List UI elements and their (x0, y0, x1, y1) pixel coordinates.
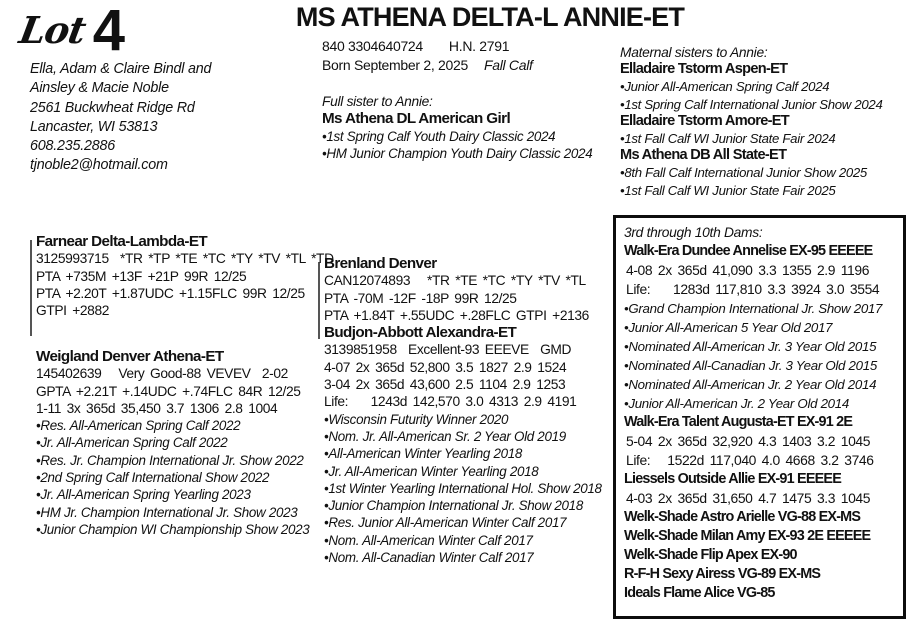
maternal-grandparents-block (324, 255, 602, 566)
pedigree-stat-line: PTA +1.84T +.55UDC +.28FLC GTPI +2136 (324, 307, 589, 323)
award-bullet: • Junior All-American 5 Year Old 2017 (624, 318, 895, 337)
award-bullet: • 8th Fall Calf International Junior Show 2025 (620, 164, 883, 181)
maternal-sisters-heading: Maternal sisters to Annie: (620, 45, 768, 60)
sister-name: Elladaire Tstorm Aspen-ET (620, 61, 788, 78)
dam-name: R-F-H Sexy Airess VG-89 EX-MS (624, 566, 821, 582)
lot-number: 4 (92, 0, 124, 63)
award-bullet: • Junior All-American Spring Calf 2024 (620, 78, 883, 95)
lifetime-record: Life: 1283d 117,810 3.3 3924 3.0 3554 (626, 281, 880, 297)
sire-name: Farnear Delta-Lambda-ET (36, 233, 208, 250)
pedigree-stat-line: 3-04 2x 365d 43,600 2.5 1104 2.9 1253 (324, 377, 566, 393)
sister-name: Elladaire Tstorm Amore-ET (620, 112, 790, 129)
granddam-name: Budjon-Abbott Alexandra-ET (324, 324, 517, 342)
pedigree-stat-line: CAN12074893 *TR *TE *TC *TY *TV *TL (324, 273, 586, 289)
consignor-line: Ella, Adam & Claire Bindl and (30, 61, 212, 77)
pedigree-stat-line: 1-11 3x 365d 35,450 3.7 1306 2.8 1004 (36, 400, 278, 416)
award-bullet: • Nom. All-American Winter Calf 2017 (324, 532, 602, 549)
pedigree-stat-line: 4-07 2x 365d 52,800 3.5 1827 2.9 1524 (324, 359, 567, 375)
award-bullet: • Nominated All-Canadian Jr. 3 Year Old 2015 (624, 356, 895, 375)
full-sister-block (322, 93, 592, 162)
award-bullet: • Jr. All-American Spring Yearling 2023 (36, 486, 309, 503)
maternal-sisters-block (620, 44, 883, 199)
award-bullet: • Jr. All-American Winter Yearling 2018 (324, 463, 602, 480)
full-sister-heading: Full sister to Annie: (322, 94, 433, 109)
dam-name: Walk-Era Talent Augusta-ET EX-91 2E (624, 414, 853, 430)
pedigree-stat-line: PTA -70M -12F -18P 99R 12/25 (324, 290, 517, 306)
award-bullet: • Res. All-American Spring Calf 2022 (36, 417, 309, 434)
award-bullet: • 1st Fall Calf WI Junior State Fair 2024 (620, 130, 883, 147)
award-bullet: • Nominated All-American Jr. 3 Year Old 2015 (624, 337, 895, 356)
registration-line (322, 38, 533, 54)
lot-label: Lot (16, 8, 89, 52)
pedigree-stat-line: GTPI +2882 (36, 303, 109, 319)
pedigree-stat-line: 3139851958 Excellent-93 EEEVE GMD (324, 342, 572, 358)
award-bullet: • HM Junior Champion Youth Dairy Classic 2024 (322, 145, 592, 162)
pedigree-stat-line: 145402639 Very Good-88 VEVEV 2-02 (36, 366, 288, 382)
pedigree-stat-line: PTA +2.20T +1.87UDC +1.15FLC 99R 12/25 (36, 285, 305, 301)
dam-name: Welk-Shade Milan Amy EX-93 2E EEEEE (624, 528, 871, 544)
award-bullet: • Junior All-American Jr. 2 Year Old 2014 (624, 394, 895, 413)
dams-box (613, 215, 906, 619)
award-bullet: • Nom. All-Canadian Winter Calf 2017 (324, 549, 602, 566)
dams-box-heading: 3rd through 10th Dams: (624, 225, 763, 240)
award-bullet: • Grand Champion International Jr. Show 2017 (624, 299, 895, 318)
animal-id-block (322, 38, 533, 73)
sister-name: Ms Athena DB All State-ET (620, 147, 787, 164)
dam-block (36, 348, 309, 538)
dam-name: Welk-Shade Flip Apex EX-90 (624, 547, 797, 563)
lactation-record: 4-08 2x 365d 41,090 3.3 1355 2.9 1196 (626, 262, 870, 278)
born-line (322, 57, 533, 73)
calf-season: Fall Calf (483, 57, 533, 73)
lactation-record: 4-03 2x 365d 31,650 4.7 1475 3.3 1045 (626, 490, 871, 506)
dam-name: Ideals Flame Alice VG-85 (624, 585, 775, 601)
dam-name: Weigland Denver Athena-ET (36, 348, 224, 365)
dam-name: Welk-Shade Astro Arielle VG-88 EX-MS (624, 509, 861, 525)
pedigree-stat-line: GPTA +2.21T +.14UDC +.74FLC 84R 12/25 (36, 383, 301, 399)
consignor-block (30, 60, 211, 176)
page-title: MS ATHENA DELTA-L ANNIE-ET (295, 2, 685, 32)
award-bullet: • Jr. All-American Spring Calf 2022 (36, 434, 309, 451)
born-date: Born September 2, 2025 (322, 57, 468, 73)
award-bullet: • 1st Spring Calf International Junior Show 2024 (620, 96, 883, 113)
award-bullet: • Res. Jr. Champion International Jr. Show 2022 (36, 452, 309, 469)
award-bullet: • Junior Champion International Jr. Show 2018 (324, 497, 602, 514)
award-bullet: • Junior Champion WI Championship Show 2023 (36, 521, 309, 538)
award-bullet: • Res. Junior All-American Winter Calf 2017 (324, 514, 602, 531)
lot-block (16, 0, 124, 63)
consignor-email: tjnoble2@hotmail.com (30, 157, 168, 174)
pedigree-stat-line: PTA +735M +13F +21P 99R 12/25 (36, 268, 247, 284)
lifetime-record: Life: 1522d 117,040 4.0 4668 3.2 3746 (626, 452, 874, 468)
pedigree-stat-line: Life: 1243d 142,570 3.0 4313 2.9 4191 (324, 394, 577, 410)
award-bullet: • HM Jr. Champion International Jr. Show 2023 (36, 504, 309, 521)
herd-number: H.N. 2791 (448, 38, 510, 54)
award-bullet: • 1st Spring Calf Youth Dairy Classic 2024 (322, 128, 592, 145)
pedigree-bracket-line (30, 240, 32, 336)
pedigree-stat-line: 3125993715 *TR *TP *TE *TC *TY *TV *TL *TD (36, 251, 334, 267)
award-bullet: • 1st Winter Yearling International Hol. Show 2018 (324, 480, 602, 497)
dam-name: Liessels Outside Allie EX-91 EEEEE (624, 471, 842, 487)
award-bullet: • 1st Fall Calf WI Junior State Fair 2025 (620, 182, 883, 199)
consignor-line: 2561 Buckwheat Ridge Rd (30, 99, 195, 116)
award-bullet: • Nom. Jr. All-American Sr. 2 Year Old 2019 (324, 428, 602, 445)
award-bullet: • Nominated All-American Jr. 2 Year Old 2014 (624, 375, 895, 394)
consignor-line: Lancaster, WI 53813 (30, 118, 158, 135)
award-bullet: • Wisconsin Futurity Winner 2020 (324, 411, 602, 428)
sire-block (36, 233, 334, 319)
consignor-line: Ainsley & Macie Noble (30, 80, 169, 97)
dam-name: Walk-Era Dundee Annelise EX-95 EEEEE (624, 243, 873, 259)
registration-number: 840 3304640724 (322, 38, 423, 54)
full-sister-name: Ms Athena DL American Girl (322, 110, 511, 128)
consignor-phone: 608.235.2886 (30, 138, 116, 155)
grandsire-name: Brenland Denver (324, 255, 437, 272)
award-bullet: • 2nd Spring Calf International Show 2022 (36, 469, 309, 486)
award-bullet: • All-American Winter Yearling 2018 (324, 445, 602, 462)
lactation-record: 5-04 2x 365d 32,920 4.3 1403 3.2 1045 (626, 433, 871, 449)
